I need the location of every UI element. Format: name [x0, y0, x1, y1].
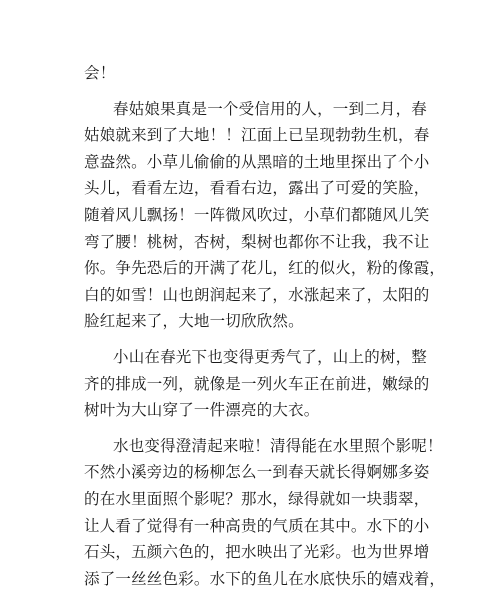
text-line — [0, 202, 500, 229]
text-line — [0, 566, 500, 592]
line-text: 春姑娘果真是一个受信用的人，一到二月，春 — [113, 99, 428, 118]
line-text: 姑娘就来到了大地！！江面上已呈现勃勃生机，春 — [84, 126, 430, 145]
text-line — [0, 229, 500, 256]
line-text: 你。争先恐后的开满了花儿，红的似火，粉的像霞， — [84, 259, 446, 278]
text-line — [0, 459, 500, 486]
text-line — [0, 175, 500, 202]
line-text: 白的如雪！山也朗润起来了，水涨起来了，太阳的 — [84, 285, 430, 304]
paragraph-first-line — [0, 344, 500, 371]
text-line — [0, 513, 500, 540]
essay-text — [0, 60, 500, 592]
text-line — [0, 371, 500, 398]
text-line — [0, 149, 500, 176]
line-text: 树叶为大山穿了一件漂亮的大衣。 — [84, 401, 320, 420]
paragraph-first-line — [0, 433, 500, 460]
text-line — [0, 122, 500, 149]
line-text: 意盎然。小草儿偷偷的从黑暗的土地里探出了个小 — [84, 152, 430, 171]
line-text: 添了一丝丝色彩。水下的鱼儿在水底快乐的嬉戏着， — [84, 569, 446, 588]
line-text: 弯了腰！桃树，杏树，梨树也都你不让我，我不让 — [84, 232, 430, 251]
text-line — [0, 282, 500, 309]
line-text: 会！ — [84, 64, 116, 82]
text-line — [0, 308, 500, 335]
line-text: 不然小溪旁边的杨柳怎么一到春天就长得婀娜多姿 — [84, 463, 430, 482]
line-text: 随着风儿飘扬！一阵微风吹过，小草们都随风儿笑 — [84, 205, 430, 224]
line-text: 脸红起来了，大地一切欣欣然。 — [84, 312, 304, 331]
text-line — [0, 255, 500, 282]
line-text: 齐的排成一列，就像是一列火车正在前进，嫩绿的 — [84, 374, 430, 393]
line-text: 水也变得澄清起来啦！清得能在水里照个影呢！ — [113, 436, 443, 455]
line-text: 石头，五颜六色的，把水映出了光彩。也为世界增 — [84, 543, 430, 562]
line-text: 小山在春光下也变得更秀气了，山上的树，整 — [113, 347, 428, 366]
text-line — [0, 60, 500, 87]
line-text: 让人看了觉得有一种高贵的气质在其中。水下的小 — [84, 516, 430, 535]
line-text: 的在水里面照个影呢？那水，绿得就如一块翡翠， — [84, 489, 430, 508]
text-line — [0, 397, 500, 424]
paragraph-first-line — [0, 96, 500, 123]
text-line — [0, 539, 500, 566]
text-line — [0, 486, 500, 513]
line-text: 头儿，看看左边，看看右边，露出了可爱的笑脸， — [84, 179, 430, 198]
